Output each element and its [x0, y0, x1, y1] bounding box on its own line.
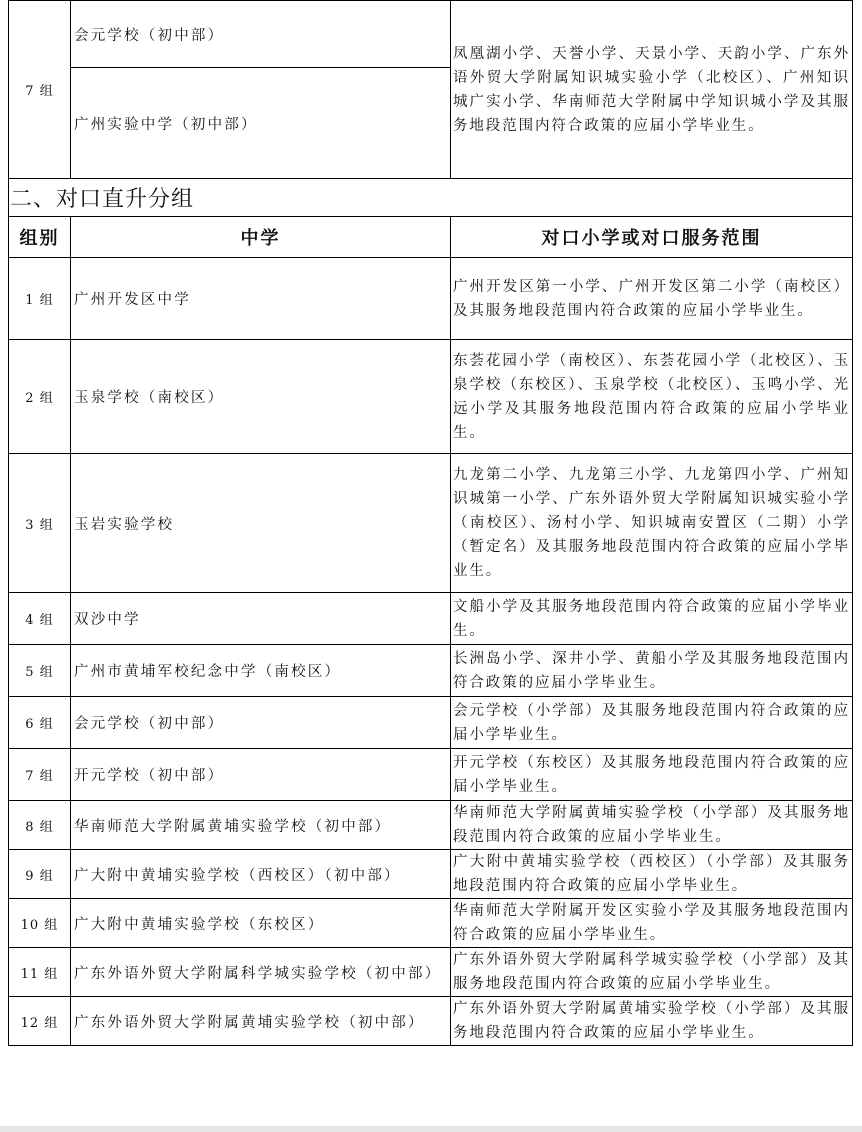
table-row: [9, 593, 853, 645]
group-cell: 4 组: [9, 593, 71, 645]
table-row: [9, 749, 853, 801]
area-cell: 开元学校（东校区）及其服务地段范围内符合政策的应届小学毕业生。: [451, 749, 853, 801]
group-cell: 7 组: [9, 1, 71, 179]
area-cell: 广大附中黄埔实验学校（西校区）（小学部）及其服务地段范围内符合政策的应届小学毕业生。: [451, 850, 853, 899]
area-cell: 东荟花园小学（南校区）、东荟花园小学（北校区）、玉泉学校（东校区）、玉泉学校（北校区）、玉鸣小学、光远小学及其服务地段范围内符合政策的应届小学毕业生。: [451, 340, 853, 454]
group-cell: 2 组: [9, 340, 71, 454]
school-cell: 开元学校（初中部）: [71, 749, 451, 801]
header-row: [9, 217, 853, 258]
school-cell: 玉泉学校（南校区）: [71, 340, 451, 454]
header-school: 中学: [71, 217, 451, 258]
table-row: [9, 645, 853, 697]
school-cell: 广州市黄埔军校纪念中学（南校区）: [71, 645, 451, 697]
school-cell: 广大附中黄埔实验学校（东校区）: [71, 899, 451, 948]
area-cell: 九龙第二小学、九龙第三小学、九龙第四小学、广州知识城第一小学、广东外语外贸大学附属知识城实验小学（南校区）、汤村小学、知识城南安置区（二期）小学（暂定名）及其服务地段范围内符合政策的应届小学毕业生。: [451, 454, 853, 593]
group-cell: 9 组: [9, 850, 71, 899]
page-bottom-edge: [0, 1126, 862, 1132]
table-row: [9, 801, 853, 850]
table-row: [9, 1, 853, 68]
school-cell: 广东外语外贸大学附属科学城实验学校（初中部）: [71, 948, 451, 997]
header-area: 对口小学或对口服务范围: [451, 217, 853, 258]
table-row: [9, 697, 853, 749]
group-cell: 10 组: [9, 899, 71, 948]
school-cell: 华南师范大学附属黄埔实验学校（初中部）: [71, 801, 451, 850]
area-cell: 华南师范大学附属开发区实验小学及其服务地段范围内符合政策的应届小学毕业生。: [451, 899, 853, 948]
area-cell: 华南师范大学附属黄埔实验学校（小学部）及其服务地段范围内符合政策的应届小学毕业生。: [451, 801, 853, 850]
school-cell: 玉岩实验学校: [71, 454, 451, 593]
table-row: [9, 340, 853, 454]
school-cell: 广东外语外贸大学附属黄埔实验学校（初中部）: [71, 997, 451, 1046]
group-cell: 6 组: [9, 697, 71, 749]
section-row: [9, 179, 853, 217]
table-row: [9, 258, 853, 340]
school-cell: 双沙中学: [71, 593, 451, 645]
area-cell: 长洲岛小学、深井小学、黄船小学及其服务地段范围内符合政策的应届小学毕业生。: [451, 645, 853, 697]
group-cell: 3 组: [9, 454, 71, 593]
school-cell: 会元学校（初中部）: [71, 697, 451, 749]
area-cell: 广东外语外贸大学附属科学城实验学校（小学部）及其服务地段范围内符合政策的应届小学毕业生。: [451, 948, 853, 997]
group-cell: 1 组: [9, 258, 71, 340]
area-cell: 会元学校（小学部）及其服务地段范围内符合政策的应届小学毕业生。: [451, 697, 853, 749]
header-group: 组别: [9, 217, 71, 258]
group-cell: 12 组: [9, 997, 71, 1046]
table-row: [9, 997, 853, 1046]
admission-table: [8, 0, 853, 1046]
group-cell: 7 组: [9, 749, 71, 801]
table-row: [9, 899, 853, 948]
group-cell: 5 组: [9, 645, 71, 697]
area-cell: 广东外语外贸大学附属黄埔实验学校（小学部）及其服务地段范围内符合政策的应届小学毕业生。: [451, 997, 853, 1046]
table-row: [9, 454, 853, 593]
area-cell: 广州开发区第一小学、广州开发区第二小学（南校区）及其服务地段范围内符合政策的应届小学毕业生。: [451, 258, 853, 340]
area-cell: 文船小学及其服务地段范围内符合政策的应届小学毕业生。: [451, 593, 853, 645]
school-cell: 广州实验中学（初中部）: [71, 68, 451, 179]
group-cell: 8 组: [9, 801, 71, 850]
table-row: [9, 850, 853, 899]
table-row: [9, 948, 853, 997]
school-cell: 广州开发区中学: [71, 258, 451, 340]
school-cell: 会元学校（初中部）: [71, 1, 451, 68]
school-cell: 广大附中黄埔实验学校（西校区）（初中部）: [71, 850, 451, 899]
section-title: 二、对口直升分组: [9, 179, 853, 217]
area-cell: 凤凰湖小学、天誉小学、天景小学、天韵小学、广东外语外贸大学附属知识城实验小学（北校区）、广州知识城广实小学、华南师范大学附属中学知识城小学及其服务地段范围内符合政策的应届小学毕业生。: [451, 1, 853, 179]
group-cell: 11 组: [9, 948, 71, 997]
